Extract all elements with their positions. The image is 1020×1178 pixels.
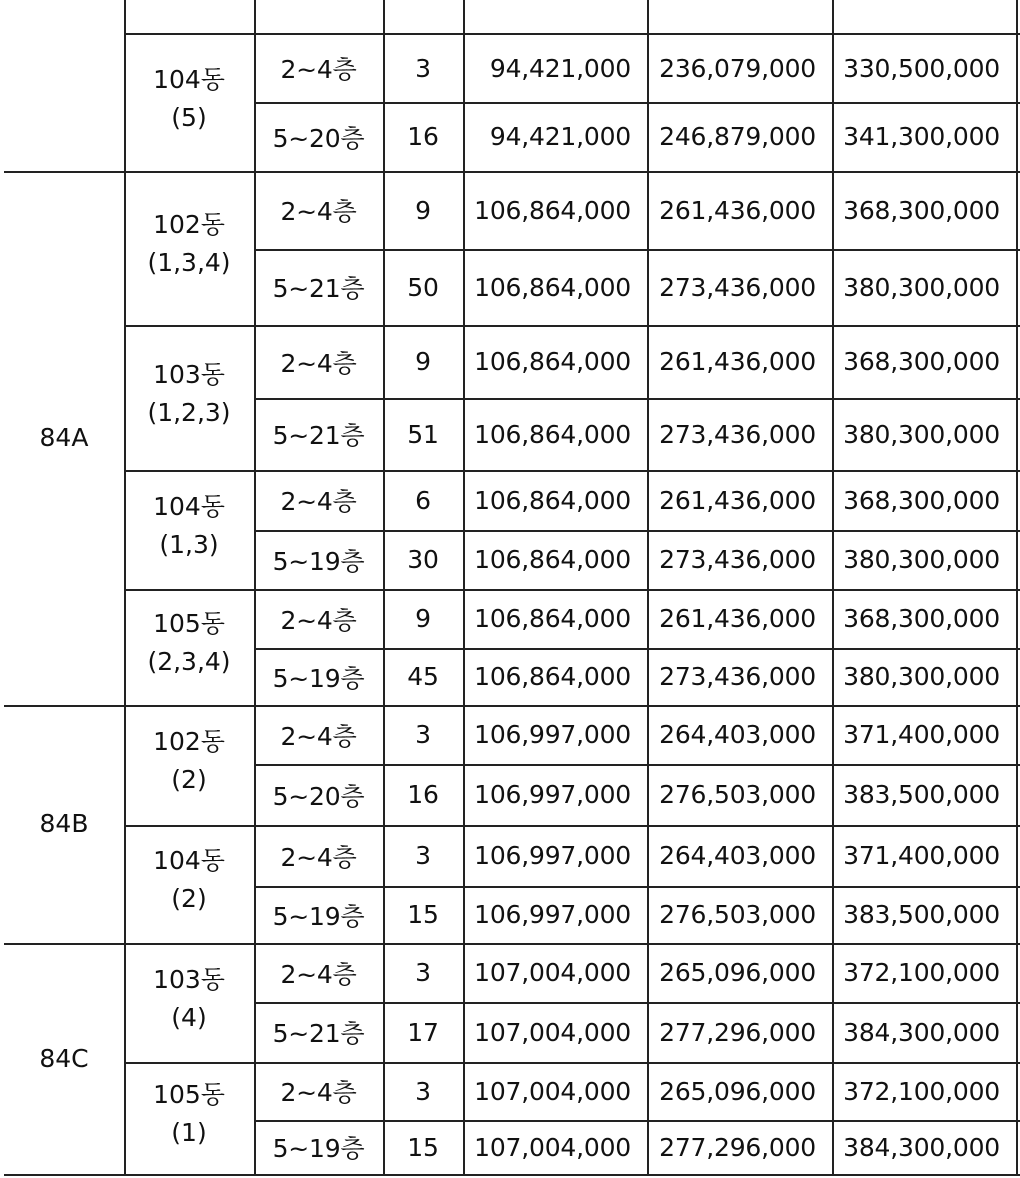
cell-floors: 5~21층 xyxy=(272,274,365,303)
cell-floors: 5~21층 xyxy=(272,1019,365,1048)
grid-line-v-stub xyxy=(463,0,465,34)
cell-building: 273,436,000 xyxy=(659,272,816,302)
cell-total: 368,300,000 xyxy=(843,195,1000,225)
cell-building: 276,503,000 xyxy=(659,900,816,929)
dong-lines: (1,3,4) xyxy=(147,248,231,277)
grid-line-v-stub xyxy=(383,0,385,34)
cell-units: 9 xyxy=(415,604,431,633)
cell-building: 273,436,000 xyxy=(659,545,816,574)
cell-total: 330,500,000 xyxy=(843,53,1000,83)
cell-floors: 2~4층 xyxy=(280,721,357,751)
cell-building: 273,436,000 xyxy=(659,662,816,691)
cell-floors: 5~19층 xyxy=(272,1134,365,1163)
cell-total: 383,500,000 xyxy=(843,900,1000,929)
cell-land: 107,004,000 xyxy=(474,1017,631,1047)
cell-land: 106,864,000 xyxy=(474,272,631,302)
cell-floors: 5~20층 xyxy=(272,781,365,811)
cell-units: 51 xyxy=(407,419,439,449)
cell-building: 276,503,000 xyxy=(659,780,816,809)
cell-floors: 2~4층 xyxy=(280,487,357,516)
cell-units: 3 xyxy=(415,53,431,83)
cell-building: 277,296,000 xyxy=(659,1017,816,1047)
grid-line-h xyxy=(4,1174,124,1176)
cell-total: 371,400,000 xyxy=(843,841,1000,870)
cell-floors: 5~19층 xyxy=(272,546,365,576)
unit-type: 84A xyxy=(39,423,89,452)
cell-land: 106,864,000 xyxy=(474,347,631,376)
cell-units: 30 xyxy=(407,545,439,574)
cell-building: 261,436,000 xyxy=(659,485,816,515)
cell-units: 6 xyxy=(415,485,431,515)
dong-name: 104동 xyxy=(153,64,225,94)
dong-lines: (5) xyxy=(171,102,207,132)
grid-line-h xyxy=(4,171,124,173)
cell-land: 94,421,000 xyxy=(489,53,631,83)
dong-name: 102동 xyxy=(153,727,225,756)
grid-line-h xyxy=(124,943,254,945)
cell-units: 3 xyxy=(415,841,431,870)
grid-line-v-stub xyxy=(254,0,256,34)
grid-line-h xyxy=(124,470,254,472)
grid-line-h xyxy=(124,325,254,327)
cell-building: 246,879,000 xyxy=(659,122,816,151)
cell-building: 261,436,000 xyxy=(659,604,816,633)
cell-units: 3 xyxy=(415,958,431,987)
cell-land: 107,004,000 xyxy=(474,1132,631,1162)
dong-lines: (2) xyxy=(171,884,207,913)
cell-building: 277,296,000 xyxy=(659,1132,816,1162)
cell-land: 107,004,000 xyxy=(474,1076,631,1106)
dong-name: 103동 xyxy=(153,964,225,994)
cell-total: 372,100,000 xyxy=(843,958,1000,987)
cell-floors: 2~4층 xyxy=(280,1078,357,1107)
cell-land: 106,864,000 xyxy=(474,195,631,225)
cell-units: 15 xyxy=(407,900,439,929)
cell-total: 380,300,000 xyxy=(843,419,1000,449)
cell-land: 106,864,000 xyxy=(474,662,631,691)
cell-units: 3 xyxy=(415,1076,431,1106)
grid-line-h xyxy=(4,943,124,945)
cell-building: 264,403,000 xyxy=(659,720,816,749)
grid-line-v-stub xyxy=(124,0,126,34)
cell-building: 265,096,000 xyxy=(659,1076,816,1106)
cell-total: 383,500,000 xyxy=(843,780,1000,809)
cell-total: 380,300,000 xyxy=(843,662,1000,691)
cell-units: 9 xyxy=(415,195,431,225)
cell-land: 106,997,000 xyxy=(474,780,631,809)
cell-floors: 2~4층 xyxy=(280,55,357,84)
cell-total: 368,300,000 xyxy=(843,485,1000,515)
cell-floors: 2~4층 xyxy=(280,959,357,989)
cell-building: 264,403,000 xyxy=(659,841,816,870)
grid-line-h xyxy=(124,705,254,707)
cell-units: 16 xyxy=(407,122,439,151)
grid-line-v-stub xyxy=(647,0,649,34)
dong-lines: (2,3,4) xyxy=(147,647,231,676)
dong-lines: (2) xyxy=(171,765,207,794)
unit-type: 84B xyxy=(39,809,89,838)
dong-name: 104동 xyxy=(153,491,225,521)
cell-floors: 5~19층 xyxy=(272,901,365,931)
cell-floors: 2~4층 xyxy=(280,605,357,635)
grid-line-v-stub xyxy=(1016,0,1018,34)
cell-land: 106,864,000 xyxy=(474,604,631,633)
cell-land: 106,864,000 xyxy=(474,485,631,515)
cell-land: 106,997,000 xyxy=(474,841,631,870)
cell-floors: 5~19층 xyxy=(272,663,365,693)
dong-lines: (1,2,3) xyxy=(147,397,231,427)
cell-total: 341,300,000 xyxy=(843,122,1000,151)
cell-land: 106,864,000 xyxy=(474,419,631,449)
cell-units: 15 xyxy=(407,1132,439,1162)
grid-line-h xyxy=(254,1174,1020,1176)
cell-land: 94,421,000 xyxy=(489,122,631,151)
dong-name: 104동 xyxy=(153,846,225,875)
cell-building: 265,096,000 xyxy=(659,958,816,987)
cell-total: 380,300,000 xyxy=(843,272,1000,302)
dong-name: 102동 xyxy=(153,210,225,239)
cell-building: 261,436,000 xyxy=(659,347,816,376)
cell-total: 372,100,000 xyxy=(843,1076,1000,1106)
grid-line-h xyxy=(124,171,254,173)
unit-type: 84C xyxy=(39,1043,89,1073)
cell-total: 380,300,000 xyxy=(843,545,1000,574)
cell-floors: 5~20층 xyxy=(272,123,365,153)
dong-lines: (4) xyxy=(171,1002,207,1032)
cell-units: 17 xyxy=(407,1017,439,1047)
cell-units: 45 xyxy=(407,662,439,691)
cell-total: 384,300,000 xyxy=(843,1017,1000,1047)
dong-lines: (1,3) xyxy=(159,529,219,559)
cell-units: 50 xyxy=(407,272,439,302)
cell-floors: 2~4층 xyxy=(280,842,357,872)
cell-building: 261,436,000 xyxy=(659,195,816,225)
cell-total: 371,400,000 xyxy=(843,720,1000,749)
cell-building: 273,436,000 xyxy=(659,419,816,449)
cell-units: 9 xyxy=(415,347,431,376)
cell-floors: 2~4층 xyxy=(280,348,357,378)
cell-floors: 5~21층 xyxy=(272,421,365,450)
dong-lines: (1) xyxy=(171,1118,207,1147)
cell-land: 106,864,000 xyxy=(474,545,631,574)
cell-total: 384,300,000 xyxy=(843,1132,1000,1162)
grid-line-h xyxy=(124,825,254,827)
grid-line-h xyxy=(124,1062,254,1064)
unit-type xyxy=(4,85,124,121)
dong-name: 105동 xyxy=(153,1080,225,1109)
cell-units: 3 xyxy=(415,720,431,749)
cell-building: 236,079,000 xyxy=(659,53,816,83)
cell-land: 106,997,000 xyxy=(474,720,631,749)
dong-name: 105동 xyxy=(153,609,225,638)
cell-total: 368,300,000 xyxy=(843,604,1000,633)
cell-land: 107,004,000 xyxy=(474,958,631,987)
grid-line-v-stub xyxy=(832,0,834,34)
cell-land: 106,997,000 xyxy=(474,900,631,929)
cell-units: 16 xyxy=(407,780,439,809)
grid-line-h xyxy=(4,705,124,707)
grid-line-h xyxy=(124,1174,254,1176)
grid-line-h xyxy=(124,589,254,591)
cell-floors: 2~4층 xyxy=(280,197,357,226)
dong-name: 103동 xyxy=(153,359,225,389)
cell-total: 368,300,000 xyxy=(843,347,1000,376)
